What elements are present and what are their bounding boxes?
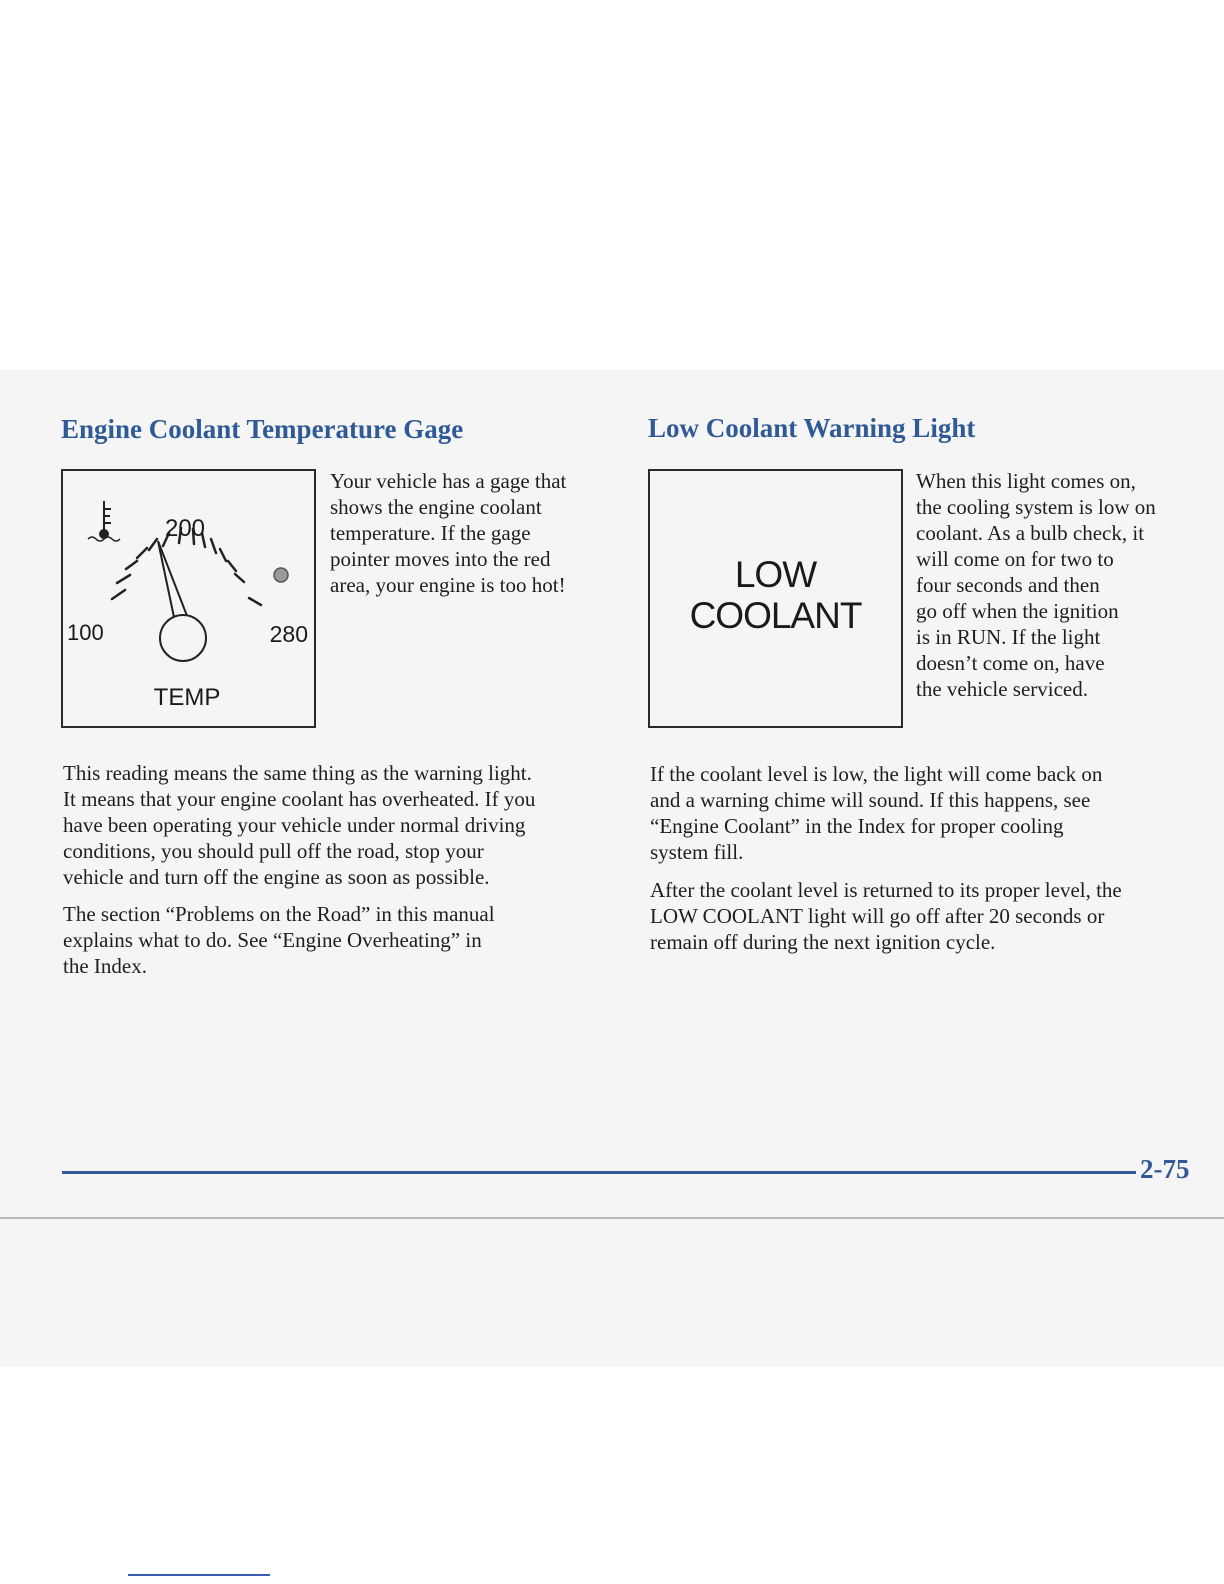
low-coolant-label-line1: LOW	[734, 554, 817, 595]
text-line: “Engine Coolant” in the Index for proper cooling	[650, 814, 1064, 838]
text-line: area, your engine is too hot!	[330, 573, 566, 597]
gage-label-280: 280	[269, 621, 308, 647]
text-line: will come on for two to	[916, 547, 1114, 571]
gage-side-description	[330, 468, 566, 598]
text-line: the cooling system is low on	[916, 495, 1156, 519]
low-coolant-paragraph-2	[650, 877, 1122, 955]
text-line: When this light comes on,	[916, 469, 1136, 493]
text-line: the vehicle serviced.	[916, 677, 1088, 701]
low-coolant-warning-heading: Low Coolant Warning Light	[648, 413, 976, 443]
gage-label-temp: TEMP	[153, 684, 221, 711]
text-line: four seconds and then	[916, 573, 1100, 597]
text-line: the Index.	[63, 954, 147, 978]
temperature-gage-figure	[61, 469, 316, 728]
text-line: remain off during the next ignition cycle.	[650, 930, 996, 954]
text-line: system fill.	[650, 840, 744, 864]
temperature-gage-illustration	[63, 471, 314, 726]
gage-paragraph-2	[63, 901, 495, 979]
text-line: If the coolant level is low, the light will come back on	[650, 762, 1103, 786]
text-line: temperature. If the gage	[330, 521, 531, 545]
gage-pointer	[158, 541, 206, 661]
text-line: pointer moves into the red	[330, 547, 551, 571]
bottom-link-underline	[128, 1574, 270, 1576]
text-line: After the coolant level is returned to its proper level, the	[650, 878, 1122, 902]
red-zone-indicator	[274, 568, 288, 582]
text-line: doesn’t come on, have	[916, 651, 1105, 675]
gage-label-200: 200	[164, 515, 206, 542]
text-line: coolant. As a bulb check, it	[916, 521, 1145, 545]
low-coolant-side-description	[916, 468, 1156, 702]
gage-paragraph-1	[63, 760, 535, 890]
text-line: vehicle and turn off the engine as soon as possible.	[63, 865, 490, 889]
low-coolant-label-line2: COOLANT	[689, 595, 862, 636]
text-line: conditions, you should pull off the road, stop your	[63, 839, 484, 863]
text-line: The section “Problems on the Road” in this manual	[63, 902, 495, 926]
page-bottom-divider	[0, 1217, 1224, 1219]
gage-label-100: 100	[67, 620, 104, 645]
text-line: is in RUN. If the light	[916, 625, 1101, 649]
text-line: Your vehicle has a gage that	[330, 469, 567, 493]
text-line: explains what to do. See “Engine Overheating” in	[63, 928, 482, 952]
low-coolant-light-figure	[648, 469, 903, 728]
coolant-thermometer-icon	[88, 501, 120, 541]
text-line: shows the engine coolant	[330, 495, 542, 519]
text-line: and a warning chime will sound. If this happens, see	[650, 788, 1091, 812]
text-line: have been operating your vehicle under normal driving	[63, 813, 526, 837]
text-line: go off when the ignition	[916, 599, 1119, 623]
page-number: 2-75	[1140, 1154, 1190, 1184]
low-coolant-paragraph-1	[650, 761, 1102, 865]
text-line: LOW COOLANT light will go off after 20 seconds or	[650, 904, 1105, 928]
engine-coolant-gage-heading: Engine Coolant Temperature Gage	[61, 414, 464, 444]
text-line: This reading means the same thing as the warning light.	[63, 761, 532, 785]
footer-rule	[62, 1171, 1136, 1174]
text-line: It means that your engine coolant has overheated. If you	[63, 787, 536, 811]
